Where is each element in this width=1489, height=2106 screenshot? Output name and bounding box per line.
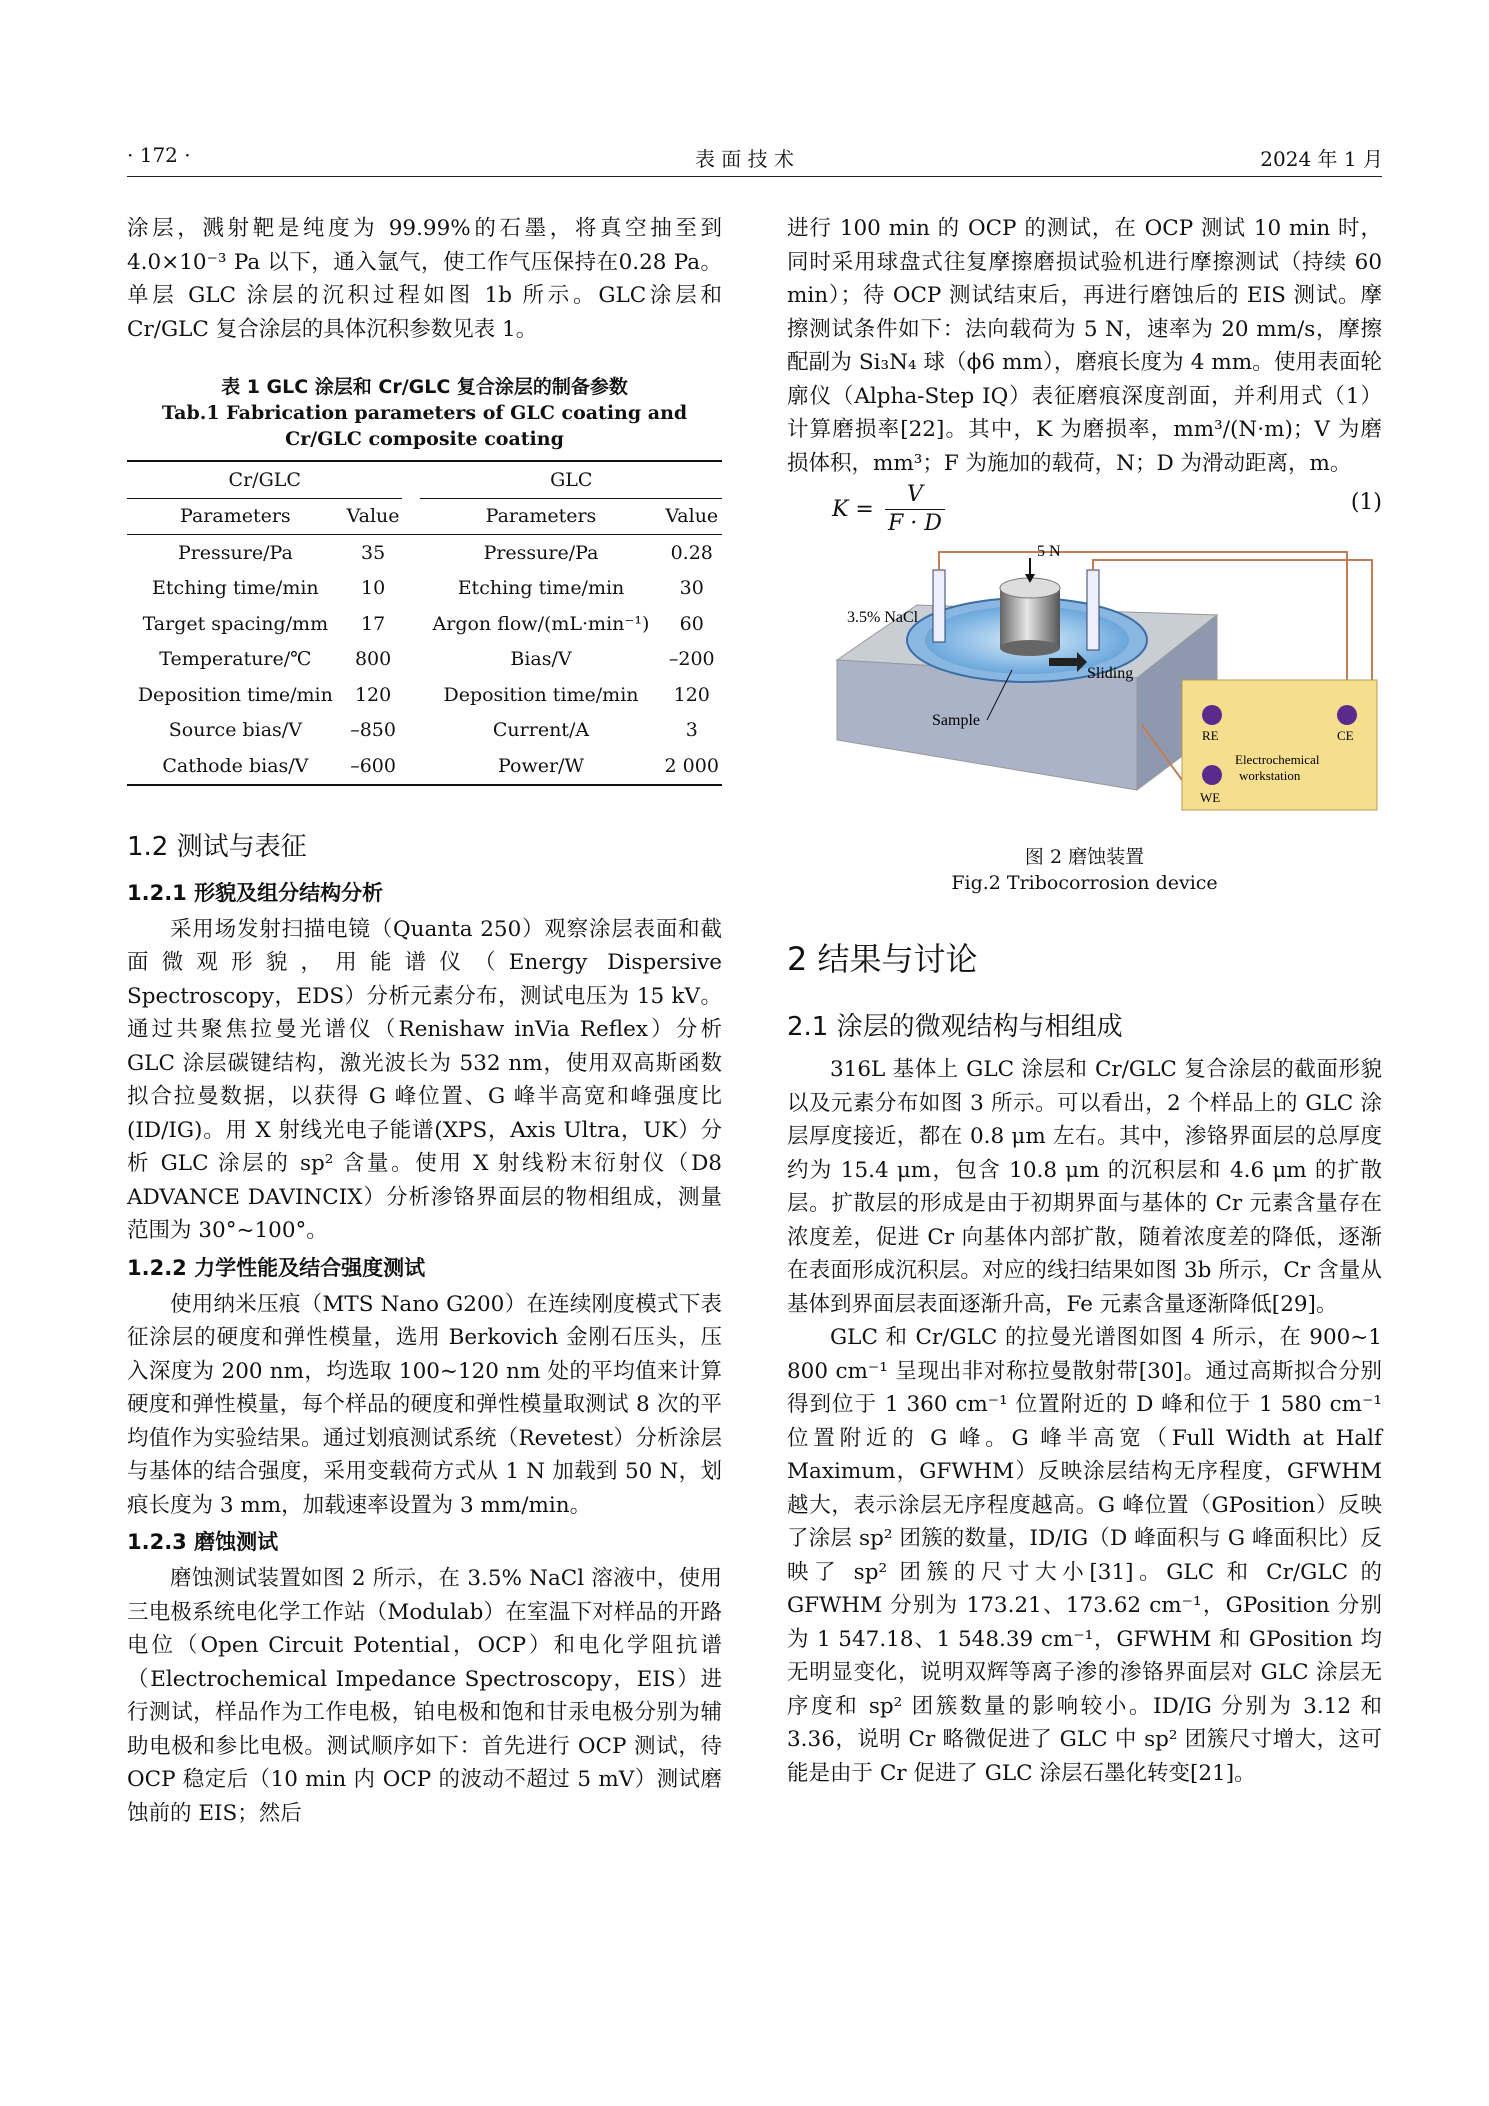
col-header: Parameters xyxy=(180,505,291,528)
section-1-2-1-heading: 1.2.1 形貌及组分结构分析 xyxy=(127,880,384,905)
section-1-2-heading: 1.2 测试与表征 xyxy=(127,831,307,862)
table-row xyxy=(127,642,722,678)
section-1-2-2-heading: 1.2.2 力学性能及结合强度测试 xyxy=(127,1255,426,1280)
label-re: RE xyxy=(1202,728,1219,743)
table-row xyxy=(127,606,722,642)
issue-date: 2024 年 1 月 xyxy=(1260,147,1383,171)
section-2-1-heading: 2.1 涂层的微观结构与相组成 xyxy=(787,1012,1123,1042)
table-row xyxy=(127,571,722,607)
table-cell: Pressure/Pa xyxy=(483,541,599,564)
table-cell: Source bias/V xyxy=(168,719,302,742)
right-paragraph-1: 进行 100 min 的 OCP 的测试，在 OCP 测试 10 min 时，同时采用球盘式往复摩擦磨损试验机进行摩擦测试（持续 60 min）；待 OCP 测试结束后，再进行磨蚀后的 EIS 测试。摩擦测试条件如下：法向载荷为 5 N，速率为 20 mm/s，摩擦配副为 Si₃N₄ 球（ϕ6 mm），磨痕长度为 4 mm。使用表面轮廓仪（Alpha-Step IQ）表征磨痕深度剖面，并利用式（1）计算磨损率[22]。其中，K 为磨损率，mm³/(N·m)；V 为磨损体积，mm³；F 为施加的载荷，N；D 为滑动距离，m。 xyxy=(787,216,1382,476)
group-header-glc: GLC xyxy=(420,461,722,498)
col-header: Parameters xyxy=(485,505,597,528)
label-load: 5 N xyxy=(1037,543,1061,560)
page-number: · 172 · xyxy=(127,143,191,167)
table-cell: 120 xyxy=(673,683,710,706)
table-cell: 0.28 xyxy=(670,541,713,564)
table-title-cn: 表 1 GLC 涂层和 Cr/GLC 复合涂层的制备参数 xyxy=(221,376,628,398)
re-terminal xyxy=(1202,705,1222,725)
left-paragraph-2: 采用场发射扫描电镜（Quanta 250）观察涂层表面和截面微观形貌，用能谱仪（Energy Dispersive Spectroscopy，EDS）分析元素分布，测试电压为 15 kV。通过共聚焦拉曼光谱仪（Renishaw inVia Reflex）分析 GLC 涂层碳键结构，激光波长为 532 nm，使用双高斯函数拟合拉曼数据，以获得 G 峰位置、G 峰半高宽和峰强度比(ID/IG)。用 X 射线光电子能谱(XPS，Axis Ultra，UK）分析 GLC 涂层的 sp² 含量。使用 X 射线粉末衍射仪（D8 ADVANCE DAVINCIX）分析渗铬界面层的物相组成，测量范围为 30°~100°。 xyxy=(127,916,722,1243)
table-row xyxy=(127,748,722,785)
right-column xyxy=(787,212,1382,1790)
eq-numerator: V xyxy=(907,482,923,507)
journal-title: 表 面 技 术 xyxy=(694,147,795,171)
table-row xyxy=(127,713,722,749)
label-nacl: 3.5% NaCl xyxy=(847,609,919,626)
tribocorrosion-figure xyxy=(787,540,1382,840)
eq-lhs: K = xyxy=(832,497,874,522)
table-title-en: Tab.1 Fabrication parameters of GLC coating and Cr/GLC composite coating xyxy=(161,402,688,450)
table-cell: Deposition time/min xyxy=(137,683,333,706)
table-row xyxy=(127,535,722,571)
table-cell: 800 xyxy=(354,648,392,671)
col-header: Value xyxy=(346,505,400,528)
group-header-crglc: Cr/GLC xyxy=(127,461,402,498)
label-workstation-2: workstation xyxy=(1239,768,1301,783)
left-paragraph-3: 使用纳米压痕（MTS Nano G200）在连续刚度模式下表征涂层的硬度和弹性模量，选用 Berkovich 金刚石压头，压入深度为 200 nm，均选取 100~120 nm 处的平均值来计算硬度和弹性模量，每个样品的硬度和弹性模量取测试 8 次的平均值作为实验结果。通过划痕测试系统（Revetest）分析涂层与基体的结合强度，采用变载荷方式从 1 N 加载到 50 N，划痕长度为 3 mm，加载速率设置为 3 mm/min。 xyxy=(127,1291,722,1518)
table-cell: 17 xyxy=(361,612,386,635)
counter-electrode xyxy=(1087,570,1099,650)
figure-caption-cn: 图 2 磨蚀装置 xyxy=(1024,846,1145,868)
table-cell: Target spacing/mm xyxy=(142,612,329,635)
table-cell: 60 xyxy=(679,612,704,635)
table-cell: –600 xyxy=(350,754,396,777)
label-we: WE xyxy=(1200,790,1221,805)
ce-terminal xyxy=(1337,705,1357,725)
table-cell: Etching time/min xyxy=(152,577,319,600)
table-cell: Argon flow/(mL·min⁻¹) xyxy=(432,612,650,635)
table-cell: Power/W xyxy=(498,754,584,777)
we-terminal xyxy=(1202,765,1222,785)
section-1-2-3-heading: 1.2.3 磨蚀测试 xyxy=(127,1530,279,1554)
col-header: Value xyxy=(665,505,719,528)
table-cell: Cathode bias/V xyxy=(162,754,309,777)
equation-1 xyxy=(787,480,1382,540)
table-cell: 30 xyxy=(679,577,704,600)
right-paragraph-2: 316L 基体上 GLC 涂层和 Cr/GLC 复合涂层的截面形貌以及元素分布如图 3 所示。可以看出，2 个样品上的 GLC 涂层厚度接近，都在 0.8 μm 左右。其中，渗铬界面层的总厚度约为 15.4 μm，包含 10.8 μm 的沉积层和 4.6 μm 的扩散层。扩散层的形成是由于初期界面与基体的 Cr 元素含量存在浓度差，促进 Cr 向基体内部扩散，随着浓度差的降低，逐渐在表面形成沉积层。对应的线扫结果如图 3b 所示，Cr 含量从基体到界面层表面逐渐升高，Fe 元素含量逐渐降低[29]。 xyxy=(787,1057,1382,1317)
table-cell: –200 xyxy=(668,648,715,671)
table-cell: Bias/V xyxy=(510,648,572,671)
table-cell: 3 xyxy=(685,719,698,742)
table-cell: 10 xyxy=(361,577,386,600)
table-cell: 35 xyxy=(361,541,386,564)
eq-number: (1) xyxy=(1350,490,1382,515)
header-rule xyxy=(127,176,1382,177)
label-sample: Sample xyxy=(932,712,980,729)
right-paragraph-3: GLC 和 Cr/GLC 的拉曼光谱图如图 4 所示，在 900~1 800 cm⁻¹ 呈现出非对称拉曼散射带[30]。通过高斯拟合分别得到位于 1 360 cm⁻¹ 位置附近的 D 峰和位于 1 580 cm⁻¹ 位置附近的 G 峰。G 峰半高宽（Full Width at Half Maximum，GFWHM）反映涂层结构无序程度，GFWHM 越大，表示涂层无序程度越高。G 峰位置（GPosition）反映了涂层 sp² 团簇的数量，ID/IG（D 峰面积与 G 峰面积比）反映了 sp² 团簇的尺寸大小[31]。GLC 和 Cr/GLC 的 GFWHM 分别为 173.21、173.62 cm⁻¹，GPosition 分别为 1 547.18、1 548.39 cm⁻¹，GFWHM 和 GPosition 均无明显变化，说明双辉等离子渗的渗铬界面层对 GLC 涂层无序度和 sp² 团簇数量的影响较小。ID/IG 分别为 3.12 和 3.36，说明 Cr 略微促进了 GLC 中 sp² 团簇尺寸增大，这可能是由于 Cr 促进了 GLC 涂层石墨化转变[21]。 xyxy=(787,1325,1382,1786)
table-cell: 120 xyxy=(354,683,392,706)
parameters-table xyxy=(127,460,722,786)
eq-denominator: F · D xyxy=(888,511,942,536)
table-cell: 2 000 xyxy=(664,754,719,777)
left-paragraph-4: 磨蚀测试装置如图 2 所示，在 3.5% NaCl 溶液中，使用三电极系统电化学工作站（Modulab）在室温下对样品的开路电位（Open Circuit Potential，OCP）和电化学阻抗谱（Electrochemical Impedance Spectroscopy，EIS）进行测试，样品作为工作电极，铂电极和饱和甘汞电极分别为辅助电极和参比电极。测试顺序如下：首先进行 OCP 测试，待 OCP 稳定后（10 min 内 OCP 的波动不超过 5 mV）测试磨蚀前的 EIS；然后 xyxy=(127,1566,722,1826)
figure-caption-en: Fig.2 Tribocorrosion device xyxy=(951,872,1218,894)
table-cell: Current/A xyxy=(492,719,590,742)
left-paragraph-1: 涂层，溅射靶是纯度为 99.99%的石墨，将真空抽至到 4.0×10⁻³ Pa 以下，通入氩气，使工作气压保持在0.28 Pa。单层 GLC 涂层的沉积过程如图 1b 所示。GLC涂层和 Cr/GLC 复合涂层的具体沉积参数见表 1。 xyxy=(127,216,722,342)
section-2-heading: 2 结果与讨论 xyxy=(787,940,978,978)
label-sliding: Sliding xyxy=(1087,665,1134,682)
table-cell: Temperature/℃ xyxy=(159,648,312,671)
reference-electrode xyxy=(933,570,945,642)
table-cell: –850 xyxy=(350,719,396,742)
label-workstation-1: Electrochemical xyxy=(1235,752,1320,767)
table-cell: Etching time/min xyxy=(457,577,625,600)
table-cell: Pressure/Pa xyxy=(177,541,293,564)
label-ce: CE xyxy=(1337,728,1354,743)
table-row xyxy=(127,677,722,713)
left-column xyxy=(127,212,722,1830)
table-cell: Deposition time/min xyxy=(443,683,639,706)
